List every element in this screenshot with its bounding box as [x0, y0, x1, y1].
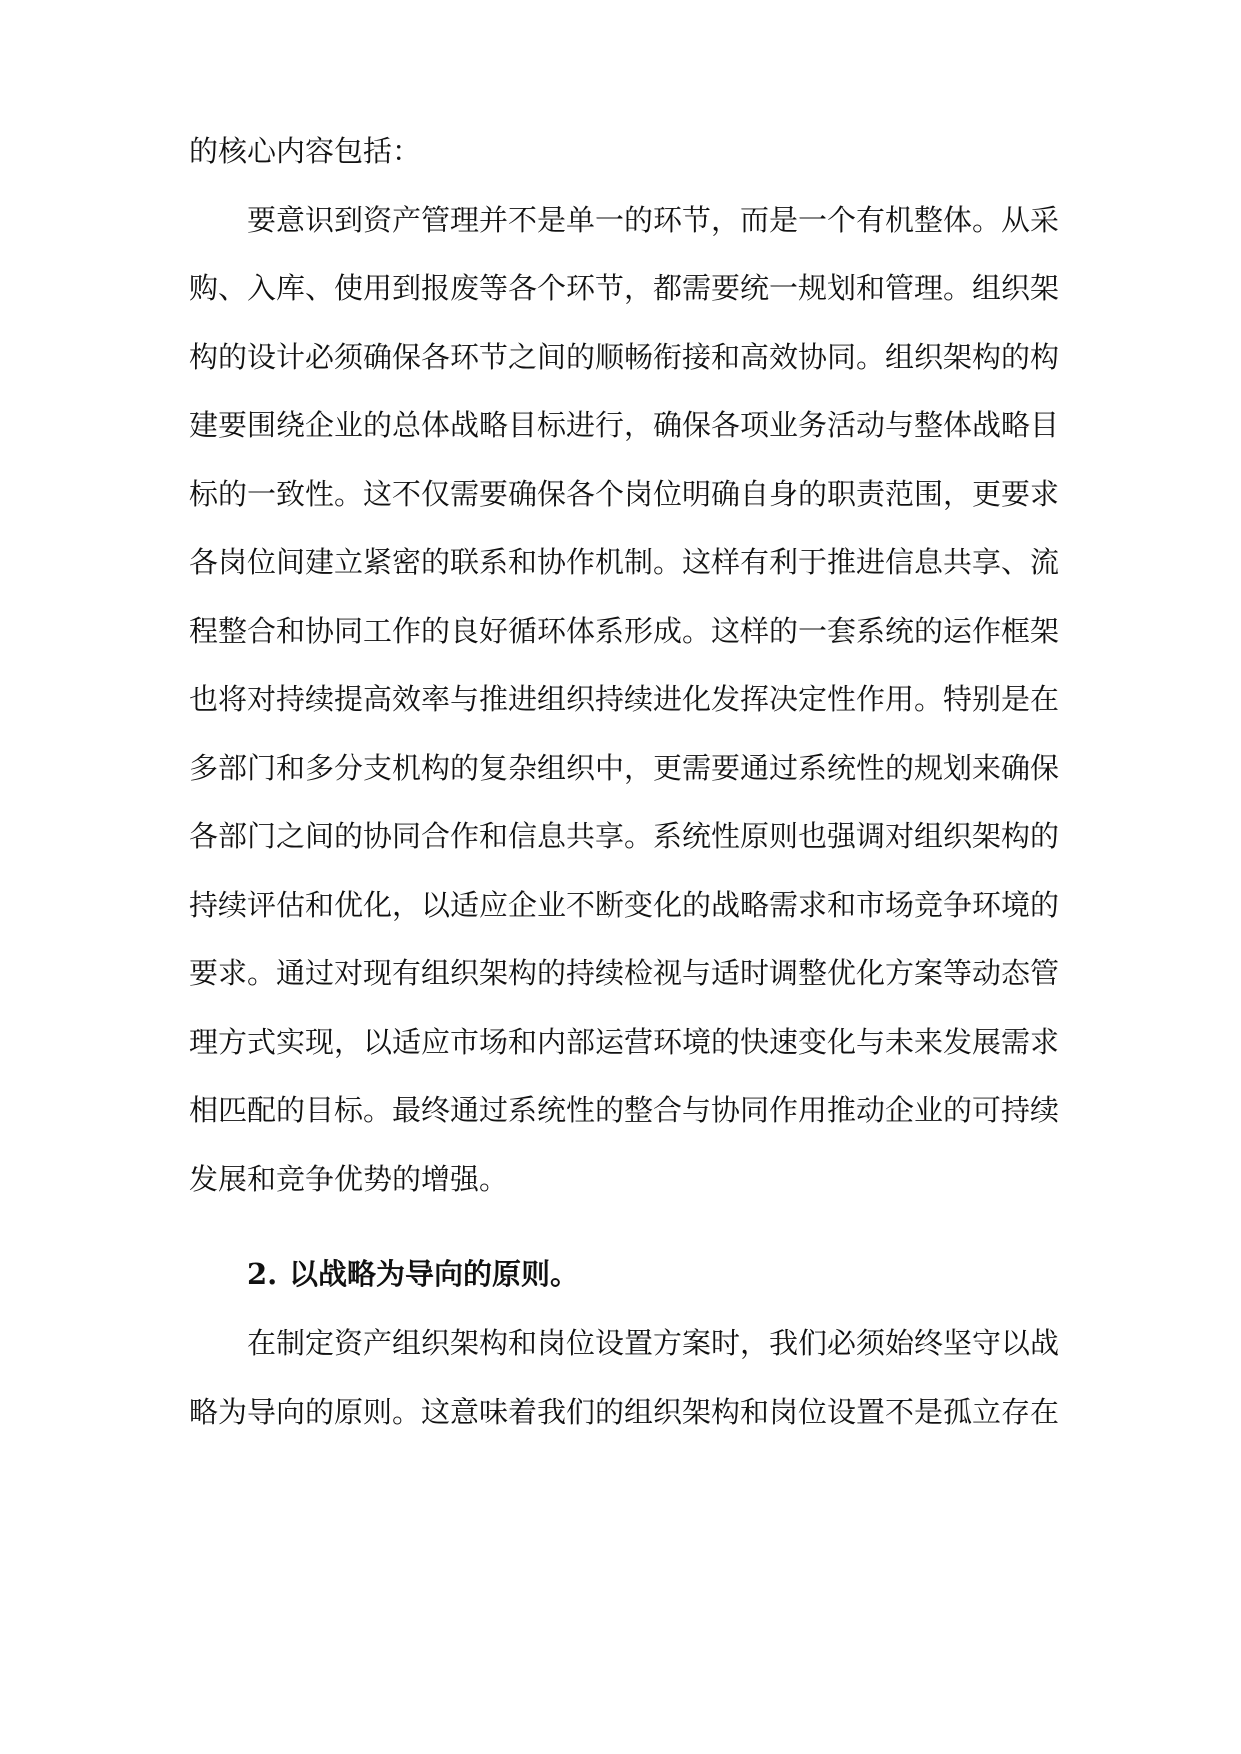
- paragraph-2-line: 标的一致性。这不仅需要确保各个岗位明确自身的职责范围，更要求: [189, 477, 1060, 511]
- paragraph-2-line: 要求。通过对现有组织架构的持续检视与适时调整优化方案等动态管: [189, 956, 1060, 990]
- paragraph-2-line: 理方式实现，以适应市场和内部运营环境的快速变化与未来发展需求: [189, 1025, 1060, 1059]
- section-heading: [247, 1254, 579, 1294]
- paragraph-1-line-1: 的核心内容包括：: [189, 134, 422, 168]
- section-title: 以战略为导向的原则。: [289, 1257, 580, 1291]
- paragraph-3-line: 略为导向的原则。这意味着我们的组织架构和岗位设置不是孤立存在: [189, 1395, 1060, 1429]
- paragraph-2-line: 各岗位间建立紧密的联系和协作机制。这样有利于推进信息共享、流: [189, 545, 1060, 579]
- paragraph-2-line: 建要围绕企业的总体战略目标进行，确保各项业务活动与整体战略目: [189, 408, 1060, 442]
- paragraph-2-line: 发展和竞争优势的增强。: [189, 1162, 509, 1196]
- paragraph-2-line: 多部门和多分支机构的复杂组织中，更需要通过系统性的规划来确保: [189, 751, 1060, 785]
- paragraph-2-line: 构的设计必须确保各环节之间的顺畅衔接和高效协同。组织架构的构: [189, 340, 1060, 374]
- section-number: 2.: [247, 1257, 278, 1291]
- paragraph-2-line: 要意识到资产管理并不是单一的环节，而是一个有机整体。从采: [189, 203, 1060, 237]
- paragraph-2-line: 购、入库、使用到报废等各个环节，都需要统一规划和管理。组织架: [189, 271, 1060, 305]
- paragraph-2-line: 程整合和协同工作的良好循环体系形成。这样的一套系统的运作框架: [189, 614, 1060, 648]
- paragraph-3-line: 在制定资产组织架构和岗位设置方案时，我们必须始终坚守以战: [189, 1326, 1060, 1360]
- paragraph-2-line: 各部门之间的协同合作和信息共享。系统性原则也强调对组织架构的: [189, 819, 1060, 853]
- paragraph-2-line: 也将对持续提高效率与推进组织持续进化发挥决定性作用。特别是在: [189, 682, 1060, 716]
- paragraph-2-line: 相匹配的目标。最终通过系统性的整合与协同作用推动企业的可持续: [189, 1093, 1060, 1127]
- paragraph-2-line: 持续评估和优化，以适应企业不断变化的战略需求和市场竞争环境的: [189, 888, 1060, 922]
